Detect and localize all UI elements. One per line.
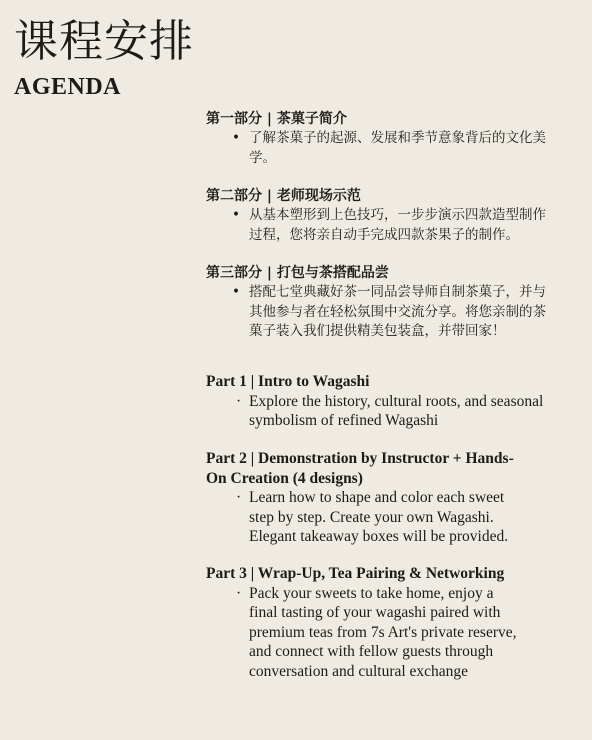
section-item-text: 从基本塑形到上色技巧，一步步演示四款造型制作过程，您将亲自动手完成四款茶果子的制作。 — [249, 207, 546, 243]
section-item-text: Learn how to shape and color each sweet step by step. Create your own Wagashi. Elegant takeaway boxes will be provided. — [249, 489, 509, 545]
section-item — [206, 488, 509, 547]
agenda-section-cn-2 — [206, 186, 566, 245]
section-item — [206, 283, 549, 342]
section-heading: 第一部分 | 茶菓子简介 — [206, 111, 347, 127]
page-title-chinese: 课程安排 — [14, 16, 194, 67]
bullet-icon: · — [236, 584, 242, 602]
section-item-text: Explore the history, cultural roots, and seasonal symbolism of refined Wagashi — [249, 392, 544, 429]
section-item — [206, 206, 549, 245]
section-heading: Part 3 | Wrap-Up, Tea Pairing & Networking — [206, 565, 505, 582]
section-heading: 第三部分 | 打包与茶搭配品尝 — [206, 265, 389, 281]
agenda-section-cn-1 — [206, 109, 566, 168]
section-item — [206, 584, 519, 682]
section-heading: Part 1 | Intro to Wagashi — [206, 373, 370, 390]
section-item — [206, 129, 549, 168]
agenda-section-en-1 — [206, 372, 566, 431]
bullet-icon: • — [232, 130, 240, 146]
bullet-icon: · — [236, 392, 242, 410]
section-heading: Part 2 | Demonstration by Instructor + Hands-On Creation (4 designs) — [206, 450, 514, 487]
bullet-icon: · — [236, 489, 242, 506]
agenda-section-cn-3 — [206, 263, 566, 342]
section-item-text: 搭配七堂典藏好茶一同品尝导师自制茶菓子，并与其他参与者在轻松氛围中交流分享。将您亲制的茶菓子装入我们提供精美包装盒，并带回家！ — [249, 284, 546, 339]
bullet-icon: • — [232, 207, 240, 223]
section-heading: 第二部分 | 老师现场示范 — [206, 188, 361, 204]
section-item — [206, 392, 569, 431]
bullet-icon: • — [232, 284, 240, 300]
page-title-english: AGENDA — [14, 74, 122, 100]
agenda-section-en-2 — [206, 449, 516, 547]
section-item-text: 了解茶菓子的起源、发展和季节意象背后的文化美学。 — [249, 130, 546, 166]
section-item-text: Pack your sweets to take home, enjoy a final tasting of your wagashi paired with premium teas from 7s Art's private reserve, and connect with fellow guests through conversation and cultural exchange — [249, 584, 517, 680]
agenda-section-en-3 — [206, 564, 576, 681]
